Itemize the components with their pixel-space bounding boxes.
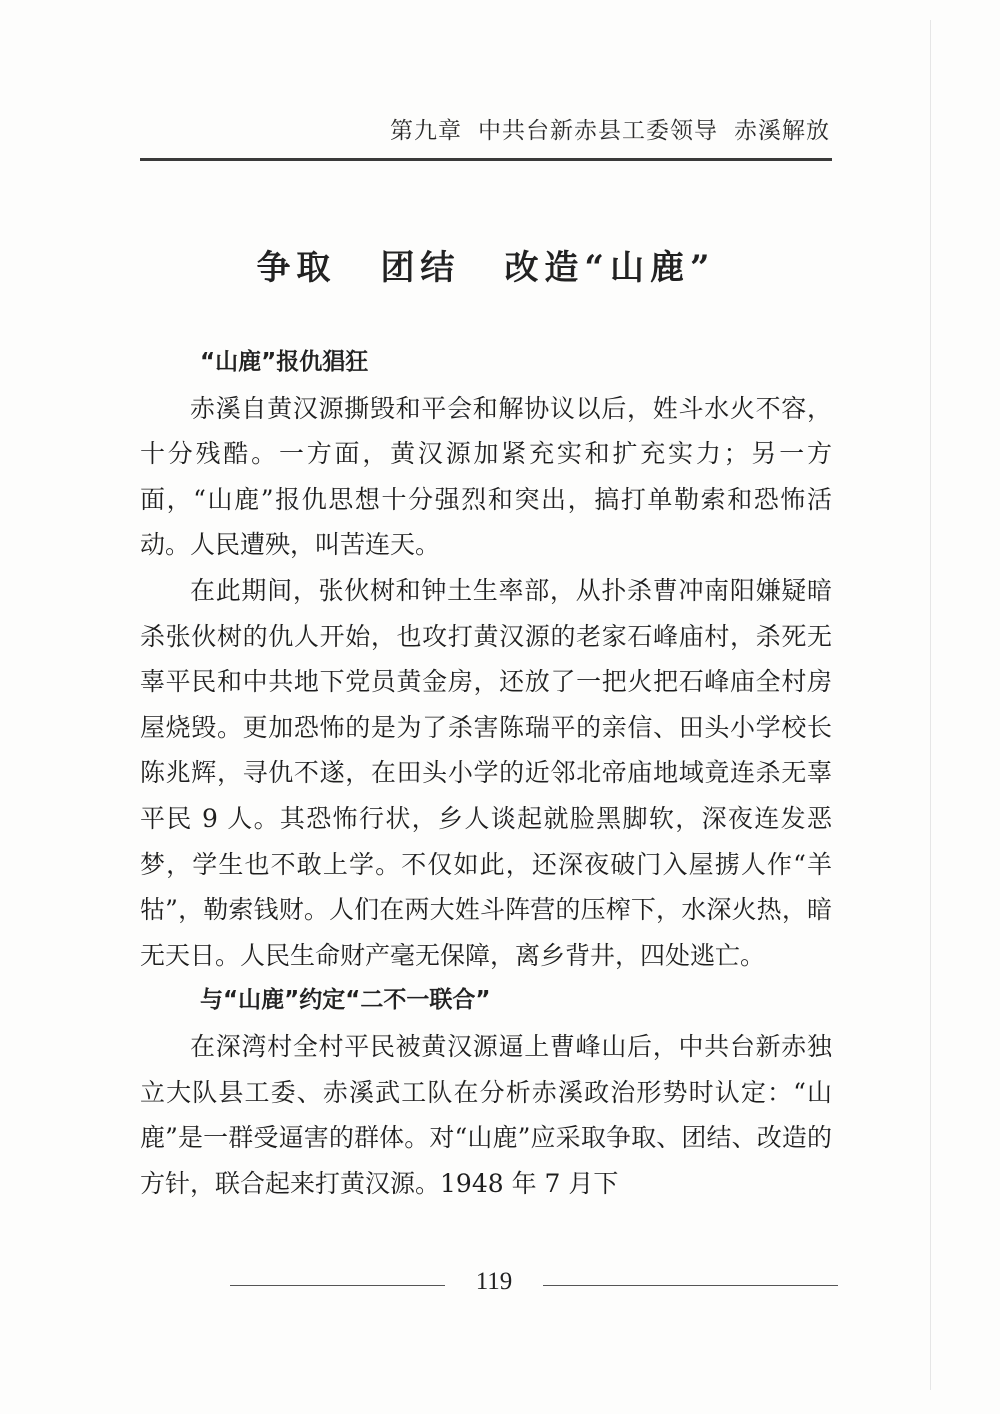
paragraph: 在此期间，张伙树和钟土生率部，从扑杀曹冲南阳嫌疑暗杀张伙树的仇人开始，也攻打黄汉源的老家石峰庙村，杀死无辜平民和中共地下党员黄金房，还放了一把火把石峰庙全村房屋烧毁。更加恐怖的是为了杀害陈瑞平的亲信、田头小学校长陈兆辉，寻仇不遂，在田头小学的近邻北帝庙地域竟连杀无辜平民 9 人。其恐怖行状，乡人谈起就脸黑脚软，深夜连发恶梦，学生也不敢上学。不仅如此，还深夜破门入屋掳人作“羊牯”，勒索钱财。人们在两大姓斗阵营的压榨下，水深火热，暗无天日。人民生命财产毫无保障，离乡背井，四处逃亡。: [140, 575, 832, 970]
scan-edge-line: [930, 20, 931, 1390]
article-title: [140, 240, 832, 289]
section-heading: “山鹿”报仇猖狂: [200, 349, 369, 375]
footer-rule-left: [230, 1285, 445, 1286]
header-chapter: 第九章: [390, 118, 462, 144]
footer-rule-right: [543, 1285, 838, 1286]
header-rule: [140, 158, 832, 161]
body-text: [140, 340, 832, 1206]
title-part-1: 争取: [256, 248, 337, 288]
page-number: 119: [475, 1268, 513, 1295]
page-footer: [230, 1268, 840, 1298]
running-header: [140, 112, 830, 145]
section-heading: 与“山鹿”约定“二不一联合”: [200, 987, 491, 1014]
title-part-2: 团结: [380, 248, 461, 288]
title-part-3: 改造“山鹿”: [504, 248, 716, 288]
paragraph: 赤溪自黄汉源撕毁和平会和解协议以后，姓斗水火不容，十分残酷。一方面，黄汉源加紧充实和扩充实力；另一方面，“山鹿”报仇思想十分强烈和突出，搞打单勒索和恐怖活动。人民遭殃，叫苦连天。: [140, 393, 832, 560]
paragraph: 在深湾村全村平民被黄汉源逼上曹峰山后，中共台新赤独立大队县工委、赤溪武工队在分析赤溪政治形势时认定：“山鹿”是一群受逼害的群体。对“山鹿”应采取争取、团结、改造的方针，联合起来打黄汉源。1948 年 7 月下: [140, 1031, 832, 1198]
header-section: 赤溪解放: [734, 118, 830, 144]
header-chapter-title: 中共台新赤县工委领导: [478, 118, 718, 144]
